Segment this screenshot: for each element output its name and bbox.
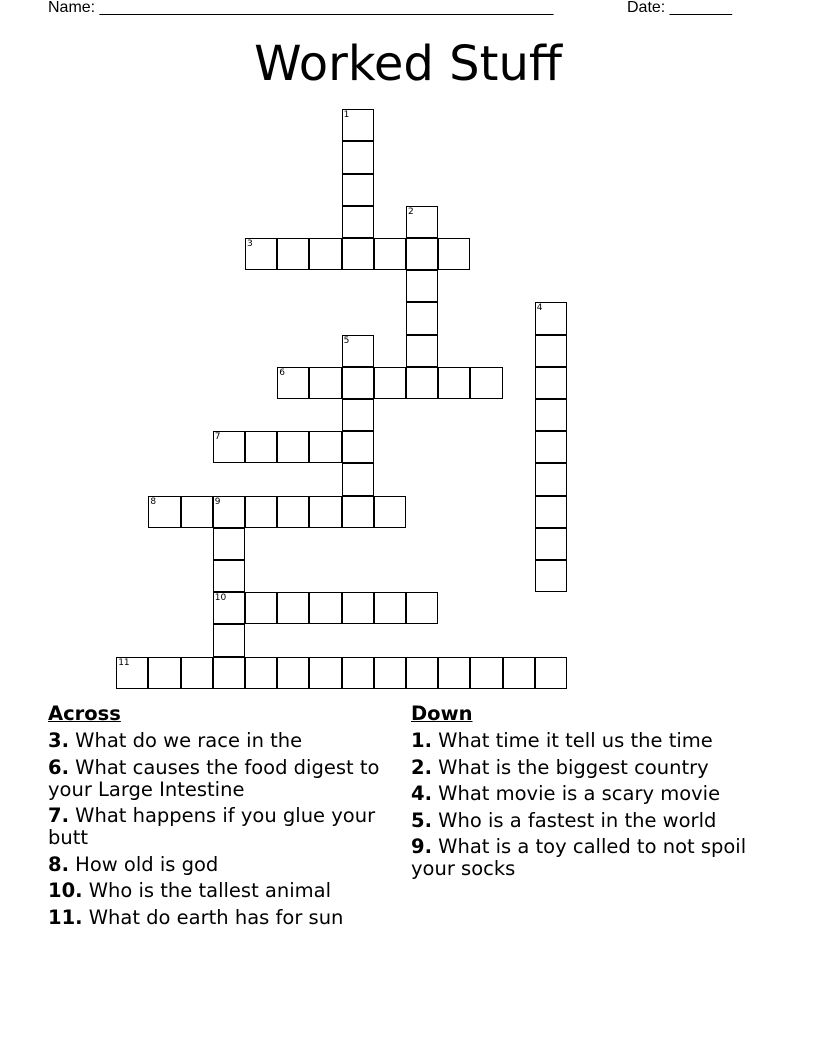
grid-cell[interactable]: [277, 431, 309, 463]
grid-cell[interactable]: [277, 496, 309, 528]
grid-cell[interactable]: [213, 528, 245, 560]
clue-number: 3.: [48, 729, 69, 752]
grid-cell[interactable]: [406, 335, 438, 367]
clue-number: 1.: [411, 729, 432, 752]
clue-number: 9.: [411, 835, 432, 858]
grid-cell[interactable]: [213, 592, 245, 624]
grid-cell[interactable]: [535, 463, 567, 495]
clue-number-label: 4: [536, 303, 543, 314]
grid-cell[interactable]: [213, 657, 245, 689]
clue-number: 2.: [411, 755, 432, 779]
clue-text: Who is the tallest animal: [82, 879, 332, 902]
grid-cell[interactable]: [374, 657, 406, 689]
date-field-label: Date: _______: [627, 0, 732, 16]
grid-cell[interactable]: [277, 367, 309, 399]
clue-number: 5.: [411, 808, 432, 832]
grid-cell[interactable]: [342, 657, 374, 689]
grid-cell[interactable]: [374, 592, 406, 624]
clue-text: What do we race in the: [68, 729, 303, 752]
grid-cell[interactable]: [406, 302, 438, 334]
grid-cell[interactable]: [213, 560, 245, 592]
grid-cell[interactable]: [277, 657, 309, 689]
grid-cell[interactable]: [342, 141, 374, 173]
grid-cell[interactable]: [406, 238, 438, 270]
grid-cell[interactable]: [374, 496, 406, 528]
grid-cell[interactable]: [213, 496, 245, 528]
across-clues: [48, 702, 393, 933]
grid-cell[interactable]: [535, 367, 567, 399]
grid-cell[interactable]: [342, 335, 374, 367]
grid-cell[interactable]: [213, 431, 245, 463]
clue-number-label: 11: [118, 657, 130, 668]
grid-cell[interactable]: [342, 367, 374, 399]
clue-text: What happens if you glue your butt: [48, 804, 376, 849]
clue-text: What movie is a scary movie: [431, 782, 721, 805]
grid-cell[interactable]: [342, 463, 374, 495]
down-clue-list: [411, 730, 756, 880]
grid-cell[interactable]: [309, 496, 341, 528]
grid-cell[interactable]: [406, 270, 438, 302]
clue-text: What do earth has for sun: [82, 905, 344, 929]
clue-number-label: 7: [214, 432, 221, 443]
across-clue: [48, 805, 393, 849]
down-clue: [411, 783, 756, 805]
clue-number-label: 10: [214, 593, 227, 604]
grid-cell[interactable]: [342, 399, 374, 431]
grid-cell[interactable]: [535, 528, 567, 560]
grid-cell[interactable]: [342, 206, 374, 238]
grid-cell[interactable]: [181, 496, 213, 528]
clue-text: What time it tell us the time: [431, 729, 713, 752]
grid-cell[interactable]: [438, 657, 470, 689]
grid-cell[interactable]: [374, 238, 406, 270]
grid-cell[interactable]: [535, 302, 567, 334]
clue-text: What is the biggest country: [431, 755, 709, 779]
grid-cell[interactable]: [245, 496, 277, 528]
grid-cell[interactable]: [277, 592, 309, 624]
down-clue: [411, 836, 756, 880]
grid-cell[interactable]: [245, 657, 277, 689]
grid-cell[interactable]: [148, 657, 180, 689]
grid-cell[interactable]: [406, 657, 438, 689]
grid-cell[interactable]: [277, 238, 309, 270]
grid-cell[interactable]: [342, 496, 374, 528]
grid-cell[interactable]: [470, 367, 502, 399]
grid-cell[interactable]: [309, 592, 341, 624]
clue-number-label: 9: [214, 496, 221, 507]
clue-number-label: 8: [150, 496, 157, 507]
grid-cell[interactable]: [535, 560, 567, 592]
clue-number-label: 5: [343, 335, 350, 346]
clue-number: 4.: [411, 782, 432, 805]
grid-cell[interactable]: [309, 238, 341, 270]
grid-cell[interactable]: [342, 592, 374, 624]
clue-number-label: 1: [343, 110, 350, 121]
across-clue: [48, 757, 393, 801]
grid-cell[interactable]: [342, 174, 374, 206]
down-clue: [411, 730, 756, 752]
grid-cell[interactable]: [535, 399, 567, 431]
clue-text: What is a toy called to not spoil your socks: [411, 835, 747, 880]
grid-cell[interactable]: [309, 367, 341, 399]
clue-text: Who is a fastest in the world: [431, 808, 717, 832]
grid-cell[interactable]: [374, 367, 406, 399]
clue-number: 11.: [48, 905, 83, 929]
grid-cell[interactable]: [245, 238, 277, 270]
grid-cell[interactable]: [309, 657, 341, 689]
name-field-label: Name: ___________________________________________________: [48, 0, 554, 16]
grid-cell[interactable]: [406, 592, 438, 624]
grid-cell[interactable]: [438, 367, 470, 399]
grid-cell[interactable]: [503, 657, 535, 689]
grid-cell[interactable]: [406, 367, 438, 399]
grid-cell[interactable]: [116, 657, 148, 689]
grid-cell[interactable]: [535, 335, 567, 367]
clue-number: 8.: [48, 852, 69, 876]
grid-cell[interactable]: [181, 657, 213, 689]
grid-cell[interactable]: [535, 431, 567, 463]
grid-cell[interactable]: [245, 592, 277, 624]
clue-number: 6.: [48, 755, 69, 779]
clue-text: What causes the food digest to your Large Intestine: [48, 755, 380, 801]
grid-cell[interactable]: [245, 431, 277, 463]
across-clue: [48, 880, 393, 902]
grid-cell[interactable]: [535, 496, 567, 528]
across-clue: [48, 907, 393, 929]
grid-cell[interactable]: [438, 238, 470, 270]
grid-cell[interactable]: [342, 109, 374, 141]
down-heading: Down: [411, 702, 473, 725]
clue-number-label: 3: [247, 239, 253, 249]
clue-number-label: 2: [408, 206, 414, 217]
across-heading: Across: [48, 702, 121, 725]
clue-number: 10.: [48, 879, 83, 902]
grid-cell[interactable]: [406, 206, 438, 238]
clue-number-label: 6: [279, 367, 285, 378]
grid-cell[interactable]: [342, 238, 374, 270]
down-clue: [411, 810, 756, 832]
grid-cell[interactable]: [148, 496, 180, 528]
grid-cell[interactable]: [470, 657, 502, 689]
across-clue-list: [48, 730, 393, 929]
across-clue: [48, 854, 393, 876]
across-clue: [48, 730, 393, 752]
grid-cell[interactable]: [213, 624, 245, 656]
clue-text: How old is god: [68, 852, 219, 876]
grid-cell[interactable]: [342, 431, 374, 463]
clue-number: 7.: [48, 804, 69, 827]
grid-cell[interactable]: [535, 657, 567, 689]
down-clues: [411, 702, 756, 885]
grid-cell[interactable]: [309, 431, 341, 463]
down-clue: [411, 757, 756, 779]
puzzle-title: Worked Stuff: [254, 36, 562, 92]
